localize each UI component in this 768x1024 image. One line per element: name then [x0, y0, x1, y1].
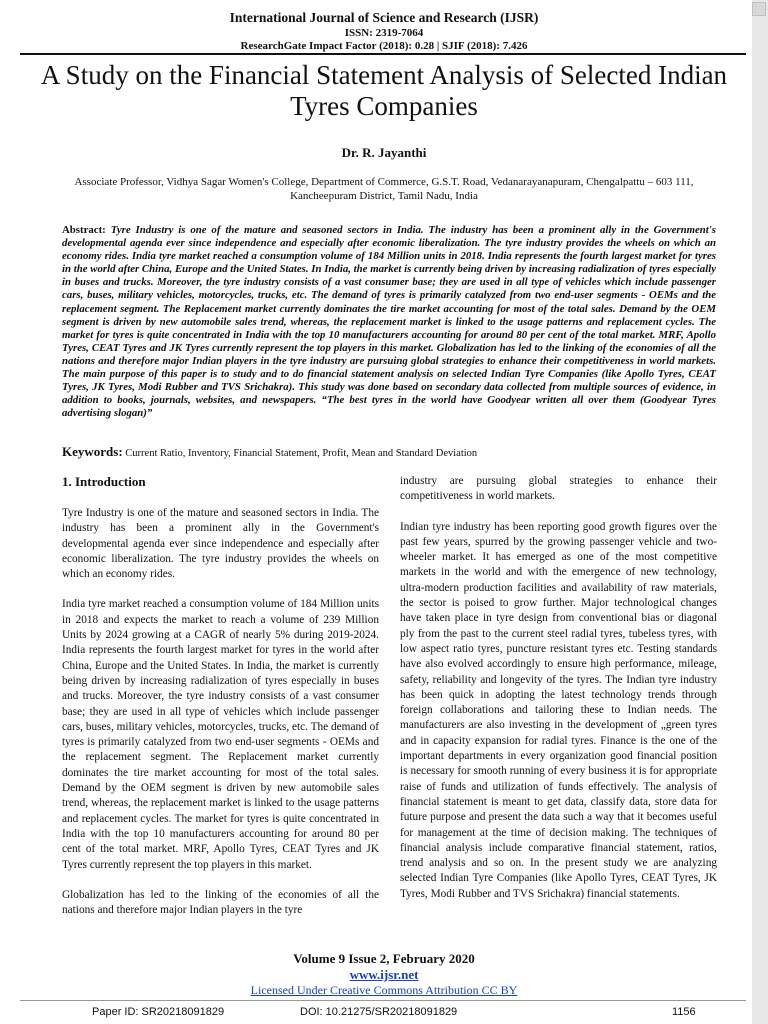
- paragraph: Indian tyre industry has been reporting good growth figures over the past few years, spurred by the growing passenger vehicle and two-wheeler market. It has emerged as one of the most competitive markets in the world and with the emergence of new technology, ultra-modern production facilities and availability of raw materials, the sector is poised to grow further. Major technological changes have taken place in tyre design from conventional bias or diagonal ply from the past to the current steel radial tyres, tubeless tyres, with low aspect ratio tyres, puncture resistant tyres etc. Testing standards have also evolved accordingly to ensure high performance, mileage, safety, reliability and longevity of the tyres. The Indian tyre industry has been quick in adopting the latest technology trends through foreign collaborations and tailoring these to Indian needs. The manufacturers are also investing in the development of „green tyres and in capacity expansion for radial tyres. Finance is the one of the important departments in every organization good financial position is necessary for smooth running of every business it is for appropriate raise of funds and utilization of funds effectively. The analysis of financial statement is meant to get data, classify data, store data for future purpose and present the data such a way that it becomes useful for management at the time of decision making. The techniques of financial analysis include comparative financial statement, ratios, trend analysis and so on. In the present study we are analyzing selected Indian Tyre Companies (like Apollo Tyres, CEAT Tyres, JK Tyres, Modi Rubber and TVS Srichakra) financial statements.: [400, 520, 717, 900]
- author-affiliation: Associate Professor, Vidhya Sagar Women's College, Department of Commerce, G.S.T. Road, Vedanarayanapuram, Chengalpattu – 603 111, Kancheepuram District, Tamil Nadu, India: [74, 176, 694, 202]
- section-heading: 1. Introduction: [62, 474, 146, 489]
- footer-rule: [20, 1000, 746, 1001]
- doi: DOI: 10.21275/SR20218091829: [300, 1006, 458, 1018]
- keywords-text: Current Ratio, Inventory, Financial Statement, Profit, Mean and Standard Deviation: [125, 448, 478, 459]
- paragraph: Tyre Industry is one of the mature and seasoned sectors in India. The industry has been a prominent ally in the Government's developmental agenda ever since independence and especially after economic liberalization. The tyre industry provides the wheels on which an economy rides.: [62, 507, 379, 581]
- paper-id: Paper ID: SR20218091829: [92, 1006, 225, 1018]
- impact-factor: ResearchGate Impact Factor (2018): 0.28 | SJIF (2018): 7.426: [240, 40, 528, 52]
- footer-license-link[interactable]: Licensed Under Creative Commons Attribution CC BY: [250, 983, 518, 997]
- paragraph: industry are pursuing global strategies to enhance their competitiveness in world markets.: [400, 475, 717, 503]
- paragraph: India tyre market reached a consumption volume of 184 Million units in 2018 and expects the market to reach a volume of 239 Million Units by 2024 growing at a CAGR of nearly 5% during 2019-2024. India represents the fourth largest market for tyres in the world after China, Europe and the United States. In India, the market is currently being driven by increasing radialization of tyres especially in buses and trucks. Moreover, the tyre industry consists of a vast consumer base; they are used in all type of vehicles which include passenger cars, buses, military vehicles, motorcycles, trucks, etc. The demand of tyres is primarily catalyzed from two end-user segments - OEMs and the replacement segment. The Replacement market currently dominates the tire market accounting for most of the total sales. Demand by the OEM segment is driven by new automobile sales trend, whereas, the replacement market is linked to the usage patterns and replacement cycles. The market for tyres is quite concentrated in India with the top 10 manufacturers accounting for around 80 per cent of the total market. MRF, Apollo Tyres, CEAT Tyres and JK Tyres currently represent the top players in this market.: [62, 598, 379, 871]
- page-number: 1156: [672, 1006, 696, 1018]
- author-name: Dr. R. Jayanthi: [341, 145, 427, 160]
- footer-volume: Volume 9 Issue 2, February 2020: [293, 951, 475, 966]
- vertical-scrollbar[interactable]: [752, 0, 768, 1024]
- abstract-label: Abstract:: [62, 224, 106, 236]
- issn: ISSN: 2319-7064: [344, 27, 424, 39]
- header-rule: [20, 53, 746, 55]
- abstract: [62, 224, 716, 420]
- left-column: [62, 506, 379, 933]
- journal-name: International Journal of Science and Research (IJSR): [229, 10, 539, 25]
- paper-title: A Study on the Financial Statement Analysis of Selected Indian Tyres Companies: [40, 60, 728, 121]
- keywords: [62, 444, 716, 460]
- right-column: [400, 474, 717, 917]
- scroll-up-arrow-icon[interactable]: [752, 2, 766, 16]
- abstract-text: Tyre Industry is one of the mature and seasoned sectors in India. The industry has been a prominent ally in the Government's developmental agenda ever since independence and especially after economic liberalization. The tyre industry provides the wheels on which an economy rides. India tyre market reached a consumption volume of 184 Million units in 2018. India represents the fourth largest market for tyres in the world after China, Europe and the United States. In India, the market is currently being driven by increasing radialization of tyres especially in buses and trucks. Moreover, the tyre industry consists of a vast consumer base; they are used in all type of vehicles which include passenger cars, buses, military vehicles, motorcycles, trucks, etc. The demand of tyres is primarily catalyzed from two end-user segments - OEMs and the replacement segment. The Replacement market currently dominates the tire market accounting for most of the total sales. Demand by the OEM segment is driven by new automobile sales trend, whereas, the replacement market is linked to the usage patterns and replacement cycles. The market for tyres is quite concentrated in India with the top 10 manufacturers accounting for around 80 per cent of the total market. MRF, Apollo Tyres, CEAT Tyres and JK Tyres currently represent the top players in this market. Globalization has led to the linking of the economies of all the nations and therefore major Indian players in the tyre industry are pursuing global strategies to enhance their competitiveness in world markets. The main purpose of this paper is to study and to do financial statement analysis on selected Indian Tyre Companies (like Apollo Tyres, CEAT Tyres, JK Tyres, Modi Rubber and TVS Srichakra). This study was done based on secondary data collected from multiple sources of evidence, in addition to books, journals, websites, and newspapers. “The best tyres in the world have Goodyear written all over them (Goodyear Tyres advertising slogan)”: [62, 224, 717, 420]
- footer-url-link[interactable]: www.ijsr.net: [349, 967, 419, 982]
- paragraph: Globalization has led to the linking of the economies of all the nations and therefore major Indian players in the tyre: [62, 888, 379, 917]
- keywords-label: Keywords:: [62, 444, 123, 459]
